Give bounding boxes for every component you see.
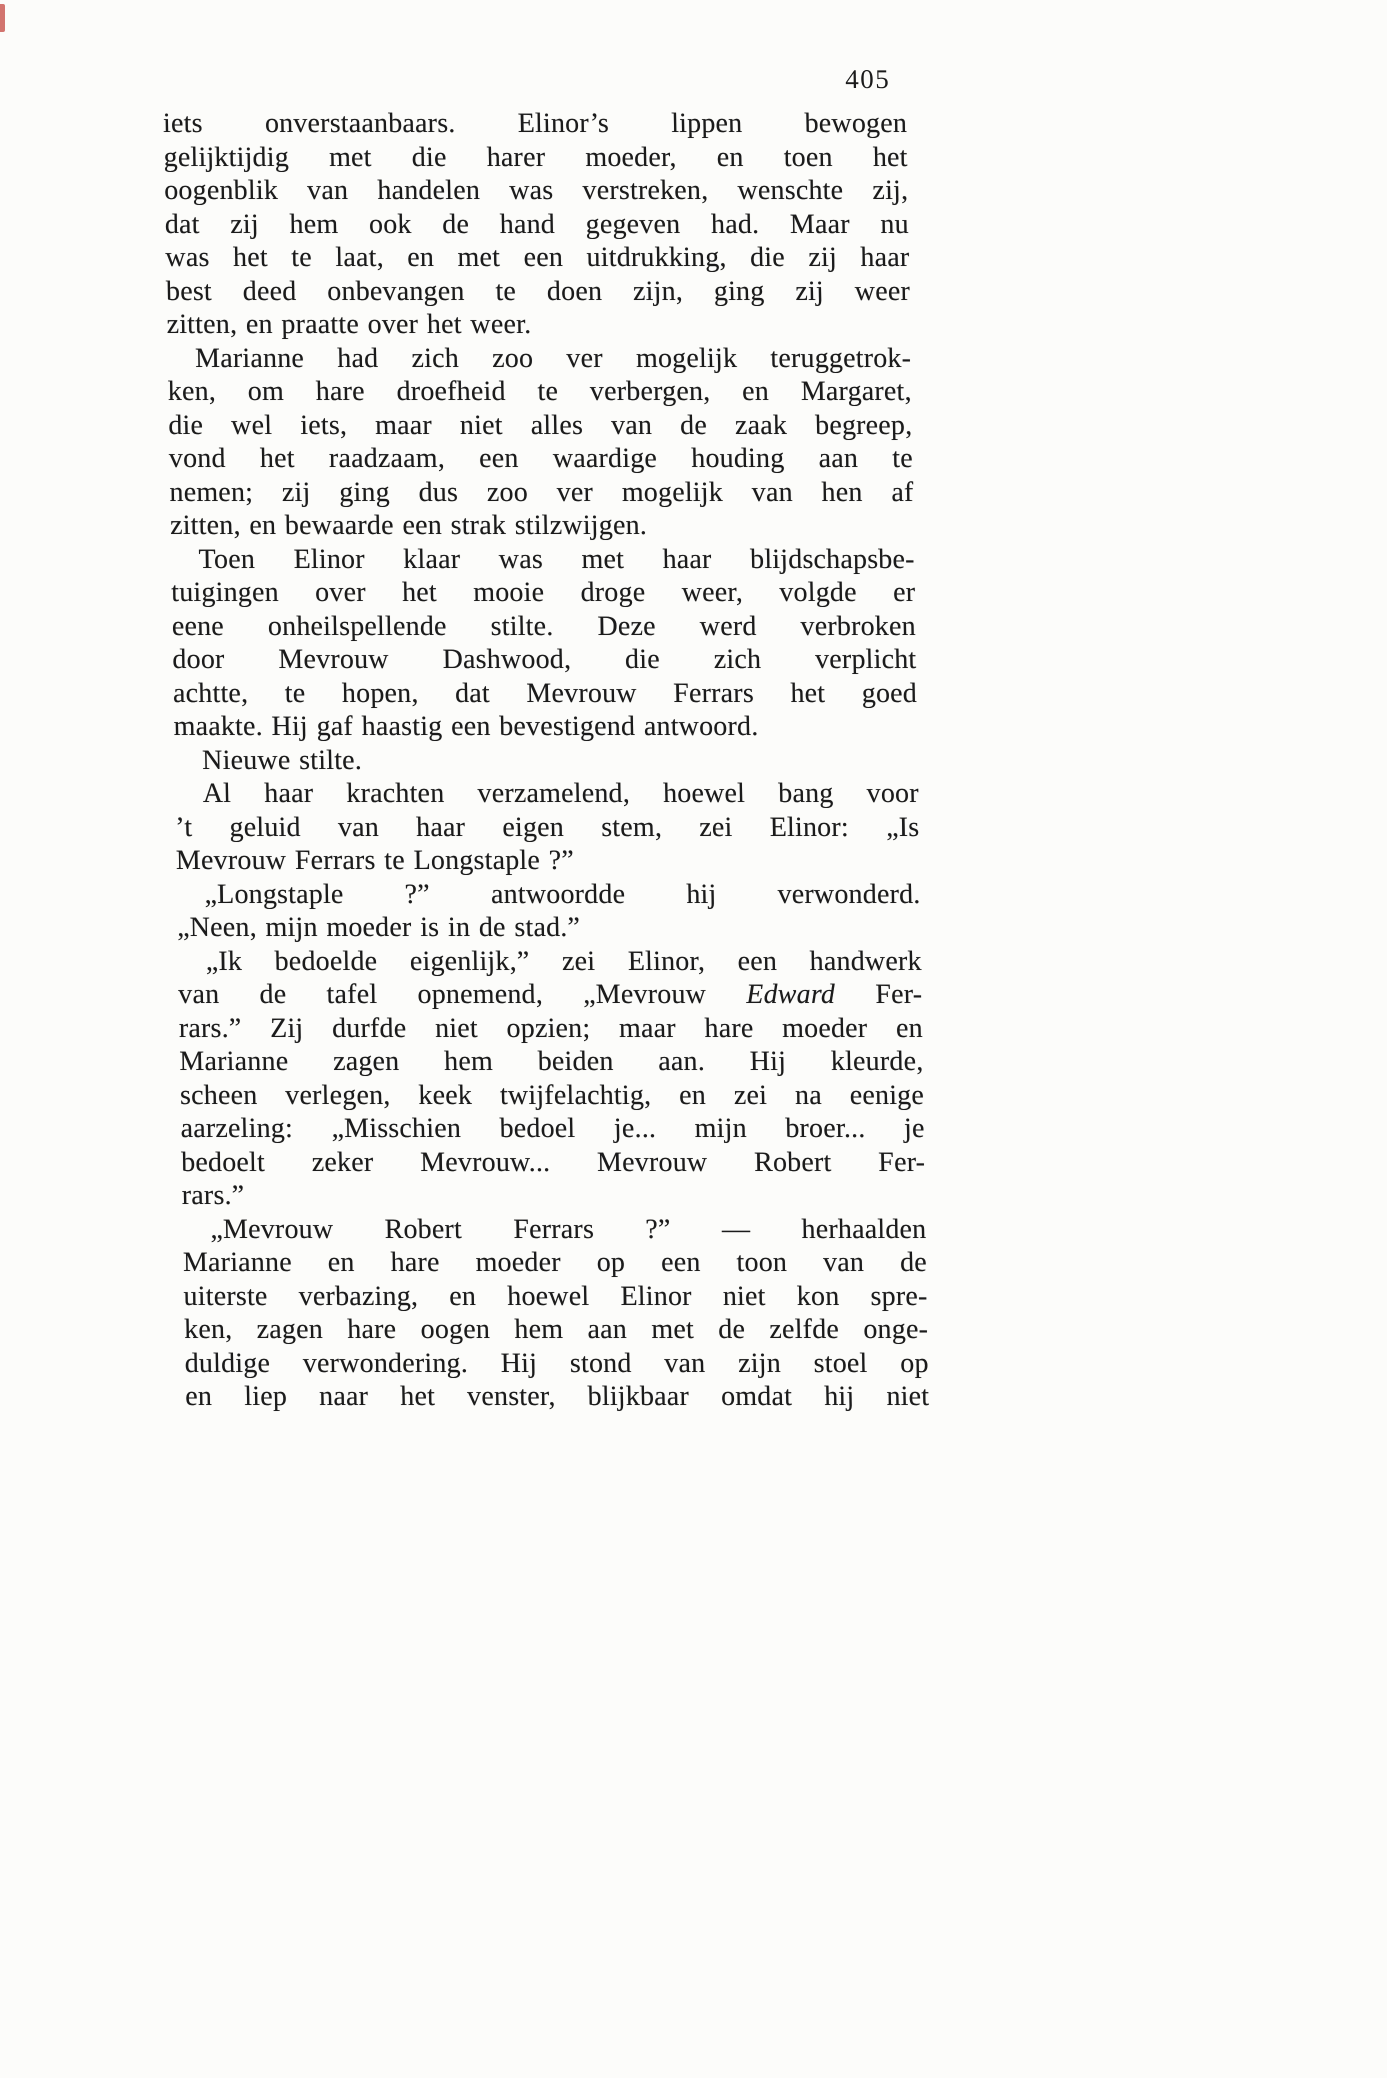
scan-artifact-mark — [0, 4, 5, 32]
paragraphs — [163, 107, 930, 1414]
text-line: die wel iets, maar niet alles van de zaak begreep, — [168, 409, 913, 441]
paragraph — [163, 107, 911, 342]
paragraph — [176, 878, 921, 945]
text-line: scheen verlegen, keek twijfelachtig, en zei na eenige — [179, 1079, 925, 1111]
text-line: Marianne zagen hem beiden aan. Hij kleurde, — [179, 1046, 924, 1077]
text-line: ken, zagen hare oogen hem aan met de zelfde onge- — [183, 1314, 929, 1345]
text-line: iets onverstaanbaars. Elinor’s lippen bewogen — [162, 108, 908, 139]
text-line: „Mevrouw Robert Ferrars ?” — herhaalden — [210, 1213, 927, 1245]
text-line: ken, om hare droefheid te verbergen, en Margaret, — [167, 376, 912, 407]
page-number: 405 — [845, 64, 891, 94]
text-line: achtte, te hopen, dat Mevrouw Ferrars het goed — [172, 677, 918, 709]
text-line: en liep naar het venster, blijkbaar omdat hij niet — [184, 1381, 930, 1412]
text-line: zitten, en bewaarde een strak stilzwijgen. — [169, 510, 648, 541]
text-block — [162, 64, 930, 1414]
text-line: eene onheilspellende stilte. Deze werd verbroken — [171, 610, 917, 642]
text-line: Al haar krachten verzamelend, hoewel bang voor — [202, 778, 920, 809]
text-line: Toen Elinor klaar was met haar blijdschapsbe- — [198, 543, 915, 575]
text-line: „Longstaple ?” antwoordde hij verwonderd. — [204, 878, 921, 910]
text-line: best deed onbevangen te doen zijn, ging zij weer — [165, 275, 911, 307]
paragraph — [182, 1213, 930, 1414]
text-line: vond het raadzaam, een waardige houding aan te — [168, 443, 914, 474]
text-line: Marianne en hare moeder op een toon van de — [182, 1247, 928, 1278]
text-line: oogenblik van handelen was verstreken, wenschte zij, — [163, 175, 909, 206]
text-line: aarzeling: „Misschien bedoel je... mijn broer... je — [180, 1113, 925, 1144]
text-line: gelijktijdig met die harer moeder, en toen het — [163, 141, 908, 173]
text-line: bedoelt zeker Mevrouw... Mevrouw Robert Fer- — [180, 1146, 926, 1178]
paragraph — [174, 744, 919, 778]
text-line: ’t geluid van haar eigen stem, zei Elinor: „Is — [175, 811, 920, 843]
text-line: van de tafel opnemend, „Mevrouw Edward Fer- — [177, 979, 923, 1010]
text-line: tuigingen over het mooie droge weer, volgde er — [170, 577, 916, 608]
text-line: was het te laat, en met een uitdrukking, die zij haar — [165, 242, 910, 273]
paragraph — [174, 777, 920, 878]
text-line: nemen; zij ging dus zoo ver mogelijk van hen af — [169, 476, 914, 508]
paragraph — [167, 342, 915, 543]
text-line: „Ik bedoelde eigenlijk,” zei Elinor, een handwerk — [205, 945, 922, 977]
paragraph — [177, 945, 926, 1213]
text-line: Nieuwe stilte. — [201, 744, 363, 776]
text-line: Marianne had zich zoo ver mogelijk teruggetrok- — [194, 342, 912, 374]
text-line: rars.” — [181, 1180, 245, 1211]
text-line: „Neen, mijn moeder is in de stad.” — [176, 912, 581, 943]
text-line: door Mevrouw Dashwood, die zich verplicht — [172, 644, 917, 675]
text-line: zitten, en praatte over het weer. — [166, 309, 532, 340]
text-line: maakte. Hij gaf haastig een bevestigend antwoord. — [173, 711, 759, 742]
text-line: duldige verwondering. Hij stond van zijn stoel op — [184, 1347, 929, 1379]
text-line: dat zij hem ook de hand gegeven had. Maar nu — [164, 208, 910, 240]
paragraph — [170, 543, 918, 744]
italic-text: Edward — [746, 979, 836, 1010]
text-line: Mevrouw Ferrars te Longstaple ?” — [175, 845, 575, 876]
text-line: rars.” Zij durfde niet opzien; maar hare moeder en — [178, 1012, 924, 1044]
text-line: uiterste verbazing, en hoewel Elinor niet kon spre- — [183, 1280, 928, 1312]
